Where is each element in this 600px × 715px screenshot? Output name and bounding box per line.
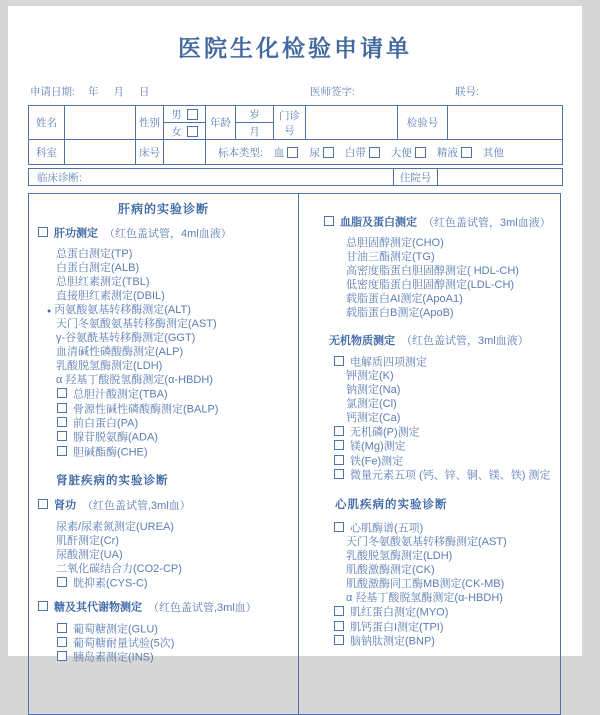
section-title: 肾脏疾病的实验诊断 [56,475,169,488]
checkbox-icon[interactable] [57,417,67,427]
checkbox-icon[interactable] [334,606,344,616]
section-title: 心肌疾病的实验诊断 [335,498,448,511]
test-label: 乳酸脱氢酶测定(LDH) [56,360,163,373]
form-page [8,6,582,664]
test-label: 肾功 [54,499,76,512]
test-check-row [57,417,298,431]
age-month-label: 月 [249,125,260,138]
gender-label: 性别 [136,106,164,140]
test-item-row [56,360,298,374]
tube-note: （红色盖试管,3ml血） [148,602,257,615]
test-item-row [346,536,560,550]
test-label: 天门冬氨酸氨基转移酶测定(AST) [346,536,507,549]
checkbox-icon[interactable] [57,577,67,587]
specimen-option-label: 大便 [390,146,412,159]
female-option [164,123,205,139]
test-item-row [56,318,298,332]
age-unit-cell [236,106,274,140]
specimen-option [391,145,426,160]
test-label: 葡萄糖耐量试验(5次) [73,637,175,650]
checkbox-icon[interactable] [334,635,344,645]
right-test-column [298,194,560,714]
test-label: 高密度脂蛋白胆固醇测定( HDL-CH) [346,265,519,278]
test-label: 白蛋白测定(ALB) [56,261,140,274]
test-label: γ-谷氨酰基转移酶测定(GGT) [56,332,196,345]
test-label: 载脂蛋白AI测定(ApoA1) [346,293,463,306]
test-label: α 羟基丁酸脱氢酶测定(α-HBDH) [346,592,503,605]
specimen-option-label: 尿 [309,146,320,159]
test-group-row [38,499,298,513]
doctor-signature-label: 医师签字: [310,86,355,98]
inpatient-no-label: 住院号 [394,169,438,186]
outpatient-no-input-cell[interactable] [306,106,398,140]
test-item-row [56,290,298,304]
test-check-row [334,356,560,370]
test-label: 钠测定(Na) [346,383,401,396]
test-no-input-cell[interactable] [448,106,563,140]
inpatient-no-input-cell[interactable] [438,169,563,186]
bed-no-label: 床号 [136,140,164,165]
checkbox-icon[interactable] [38,499,48,509]
specimen-option [309,145,334,160]
clinical-diagnosis-label[interactable]: 临床诊断: [29,169,394,186]
checkbox-icon[interactable] [57,446,67,456]
test-label: 肌酸激酶测定(CK) [346,564,435,577]
specimen-checkbox[interactable] [369,147,380,158]
meta-row [8,84,582,99]
test-item-row [346,370,560,384]
test-check-row [334,440,560,454]
test-check-row [334,522,560,536]
name-input-cell[interactable] [65,106,136,140]
department-input-cell[interactable] [65,140,136,165]
tube-note: （红色盖试管，3ml血液） [423,217,551,229]
test-label: 无机物质测定 [329,334,395,347]
apply-date-label: 申请日期: [30,86,75,98]
apply-date-value[interactable]: 年 月 日 [88,86,156,98]
test-check-row [334,635,560,649]
test-check-row [334,426,560,440]
test-item-row [346,251,560,265]
test-group-row [38,601,298,615]
tube-note: （红色盖试管,3ml血） [82,500,191,513]
test-item-row [346,307,560,321]
test-check-row [57,446,298,460]
test-label: 总胆红素测定(TBL) [56,275,150,288]
test-item-row [56,563,298,577]
specimen-checkbox[interactable] [323,147,334,158]
test-item-row [346,550,560,564]
test-label: 血脂及蛋白测定 [340,216,417,229]
gender-options-cell [164,106,206,140]
checkbox-icon[interactable] [324,216,334,226]
specimen-checkbox[interactable] [461,147,472,158]
female-label: 女 [171,125,182,138]
specimen-options [274,145,472,160]
section-title: 肝病的实验诊断 [117,202,209,217]
checkbox-icon[interactable] [334,621,344,631]
test-label: 钙测定(Ca) [346,411,401,424]
checkbox-icon[interactable] [57,637,67,647]
test-check-row [57,637,298,651]
checkbox-icon[interactable] [334,440,344,450]
test-label: 胱抑素(CYS-C) [73,577,148,590]
specimen-option [274,145,299,160]
test-label: 肌钙蛋白I测定(TPI) [350,621,444,634]
test-group-row [324,216,560,230]
test-label: 丙氨酸氨基转移酶测定(ALT) [54,304,191,316]
specimen-option [345,145,380,160]
test-label: 尿酸测定(UA) [56,548,123,561]
test-check-row [57,623,298,637]
test-label: 铁(Fe)测定 [350,455,404,468]
test-label: 镁(Mg)测定 [350,440,406,453]
test-label: 低密度脂蛋白胆固醇测定(LDL-CH) [346,279,515,292]
checkbox-icon[interactable] [57,388,67,398]
specimen-option [437,145,472,160]
checkbox-icon[interactable] [57,651,67,661]
test-label: 天门冬氨酸氨基转移酶测定(AST) [56,318,217,331]
test-label: 载脂蛋白B测定(ApoB) [346,307,454,320]
test-label: 肌酸激酶同工酶MB测定(CK-MB) [346,578,505,591]
test-item-row [346,279,560,293]
test-item-row [47,304,298,318]
section-header [29,203,298,217]
test-item-row [56,276,298,290]
tube-note: （红色盖试管，3ml血液） [401,335,529,348]
test-check-row [57,577,298,591]
test-item-row [56,549,298,563]
test-item-row [56,332,298,346]
test-label: 血清碱性磷酸酶测定(ALP) [56,346,184,359]
specimen-option-label: 精液 [436,146,458,159]
checkbox-icon[interactable] [38,227,48,237]
test-label: 肝功测定 [54,226,98,239]
test-check-row [334,606,560,620]
test-label: 脑钠肽测定(BNP) [350,635,435,648]
test-label: 直接胆红素测定(DBIL) [56,289,165,302]
checkbox-icon[interactable] [57,623,67,633]
checkbox-icon[interactable] [334,455,344,465]
test-label: 微量元素五项 (钙、锌、铜、镁、铁) 测定 [350,469,551,482]
copy-number-label: 联号: [455,86,479,98]
age-year-label: 岁 [249,108,260,121]
test-item-row [346,592,560,606]
test-check-row [334,469,560,483]
name-label: 姓名 [29,106,65,140]
test-label: 乳酸脱氢酶测定(LDH) [346,550,453,563]
test-label: 糖及其代谢物测定 [54,601,142,614]
patient-info-table [28,105,563,165]
male-checkbox[interactable] [187,109,198,120]
male-label: 男 [171,108,182,121]
specimen-checkbox[interactable] [415,147,426,158]
test-item-row [56,535,298,549]
test-label: 总胆固醇测定(CHO) [346,237,444,250]
clinical-diagnosis-table [28,168,563,186]
test-item-row [56,346,298,360]
test-label: 总蛋白测定(TP) [56,247,133,260]
test-item-row [346,564,560,578]
test-label: 总胆汁酸测定(TBA) [73,388,168,401]
test-group-row [38,227,298,241]
specimen-checkbox[interactable] [287,147,298,158]
bed-no-input-cell[interactable] [164,140,206,165]
test-item-row [56,374,298,388]
checkbox-icon[interactable] [334,522,344,532]
test-item-row [56,521,298,535]
test-label: 骨源性碱性磷酸酶测定(BALP) [73,402,219,415]
test-label: 肌红蛋白测定(MYO) [350,606,449,619]
test-item-row [346,412,560,426]
checkbox-icon[interactable] [334,426,344,436]
test-label: 二氧化碳结合力(CO2-CP) [56,562,182,575]
test-label: 心肌酶谱(五项) [350,522,424,535]
test-label: 甘油三酯测定(TG) [346,251,435,264]
test-check-row [57,388,298,402]
test-label: 胆碱酯酶(CHE) [73,446,148,459]
specimen-type-cell [206,140,563,165]
test-group-row [329,335,560,349]
section-header [56,475,298,489]
checkbox-icon[interactable] [334,356,344,366]
test-item-row [56,262,298,276]
test-item-row [56,248,298,262]
specimen-option-label: 白带 [344,146,366,159]
checkbox-icon[interactable] [57,403,67,413]
age-year-row[interactable] [236,106,273,123]
test-label: 尿素/尿素氮测定(UREA) [56,520,174,533]
test-no-label: 检验号 [398,106,448,140]
test-label: 葡萄糖测定(GLU) [73,622,158,635]
test-check-row [334,621,560,635]
test-check-row [57,431,298,445]
test-item-row [346,398,560,412]
test-label: 腺苷脱氨酶(ADA) [73,431,158,444]
test-label: α 羟基丁酸脱氢酶测定(α-HBDH) [56,374,213,387]
male-option [164,106,205,123]
page-title: 医院生化检验申请单 [178,35,412,61]
test-item-row [346,384,560,398]
test-label: 无机磷(P)测定 [350,426,420,439]
test-label: 肌酐测定(Cr) [56,534,119,547]
female-checkbox[interactable] [187,126,198,137]
test-label: 钾测定(K) [346,369,394,382]
tube-note: （红色盖试管，4ml血液） [104,227,232,240]
specimen-type-label: 标本类型: [218,146,263,159]
test-check-row [57,651,298,665]
test-check-row [334,455,560,469]
bullet-icon: ● [47,307,52,315]
test-label: 电解质四项测定 [350,355,427,368]
test-item-row [346,265,560,279]
specimen-other-label[interactable]: 其他 [482,146,504,159]
test-check-row [57,403,298,417]
test-selection-panel [28,193,561,715]
section-header [335,499,560,513]
checkbox-icon[interactable] [57,431,67,441]
test-item-row [346,578,560,592]
age-label: 年龄 [206,106,236,140]
test-label: 前白蛋白(PA) [73,417,139,430]
specimen-option-label: 血 [273,146,285,159]
age-month-row[interactable] [236,123,273,139]
test-item-row [346,293,560,307]
left-test-column [29,194,298,714]
test-item-row [346,237,560,251]
test-label: 氯测定(Cl) [346,397,397,410]
test-label: 胰岛素测定(INS) [73,651,154,664]
department-label: 科室 [29,140,65,165]
checkbox-icon[interactable] [334,469,344,479]
outpatient-no-label: 门诊号 [274,106,306,140]
